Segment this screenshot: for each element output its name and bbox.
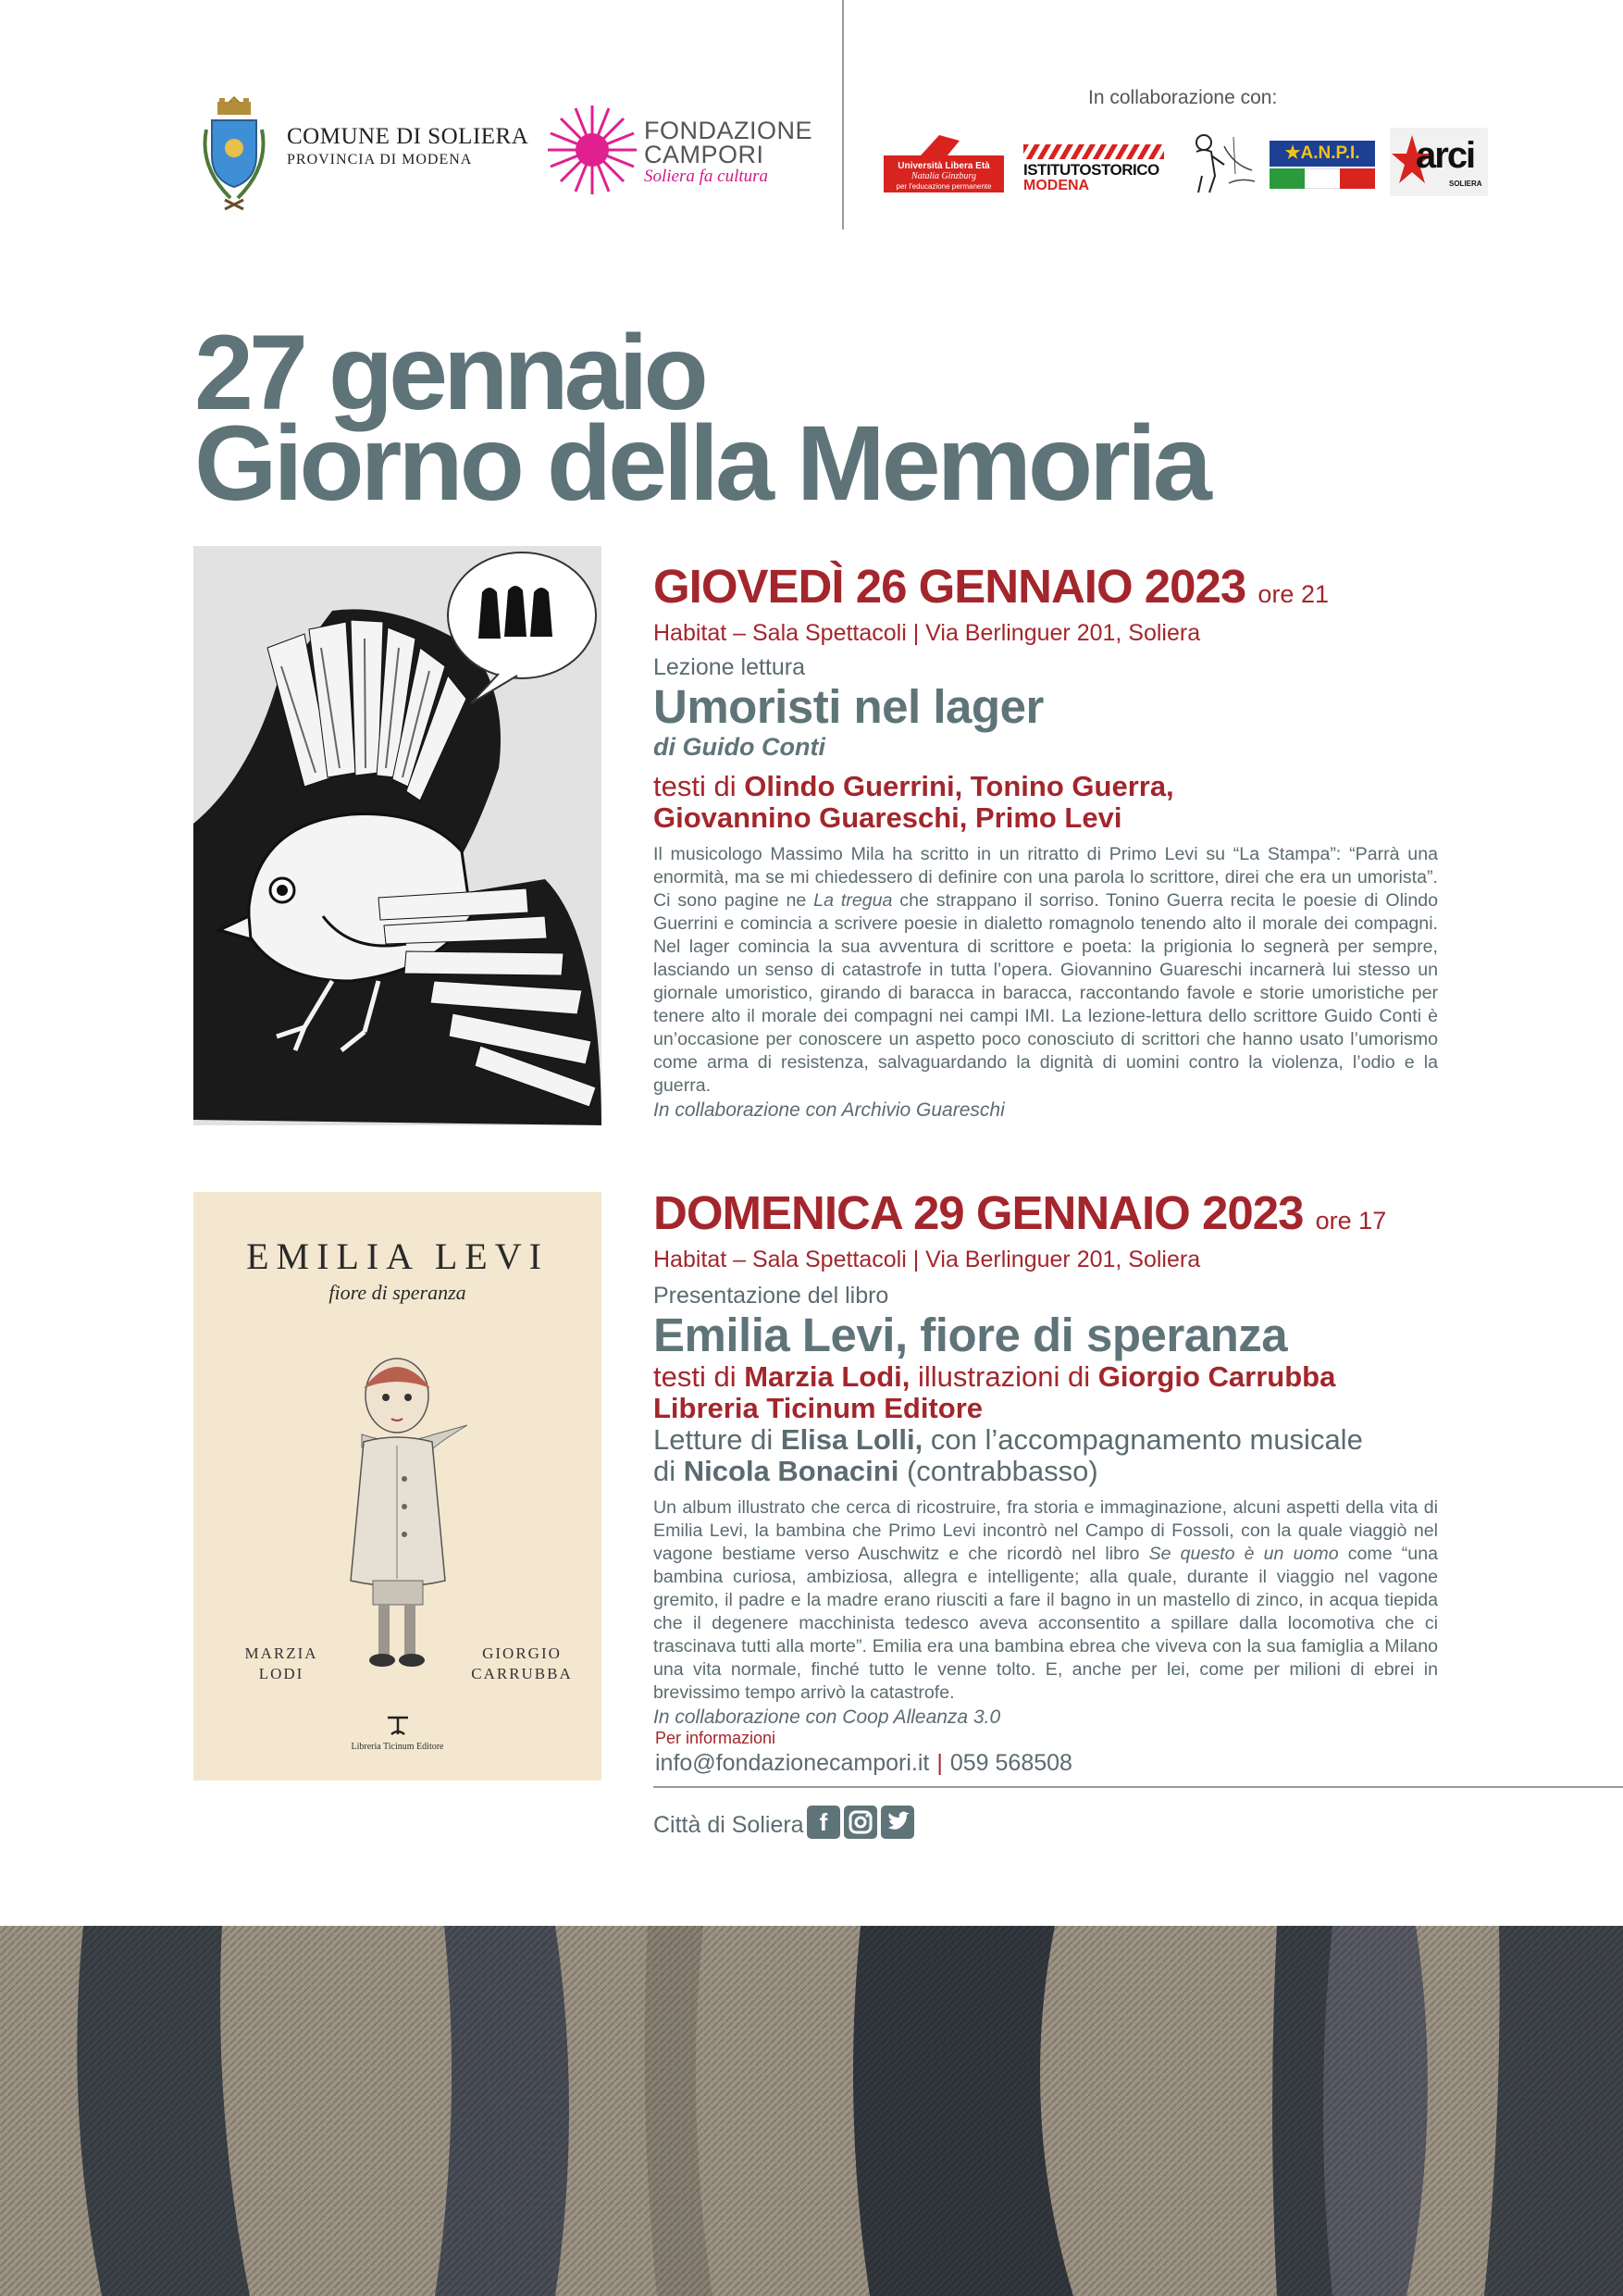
comune-name-block xyxy=(287,124,528,168)
event1-texts-authors-2: Giovannino Guareschi, Primo Levi xyxy=(653,801,1122,834)
twitter-icon[interactable] xyxy=(881,1806,914,1839)
info-label: Per informazioni xyxy=(655,1729,776,1747)
istituto-line1: ISTITUTOSTORICO xyxy=(1023,161,1159,179)
anpi-label: ★A.N.P.I. xyxy=(1270,141,1375,167)
event2-texts xyxy=(653,1361,1438,1424)
event1-title: Umoristi nel lager xyxy=(653,680,1044,733)
fondazione-line2: CAMPORI xyxy=(644,141,764,168)
contact-info xyxy=(655,1750,1072,1777)
striped-fabric-image xyxy=(0,1926,1623,2296)
istituto-storico-modena-logo xyxy=(1023,128,1164,196)
cover-author-right-1: GIORGIO xyxy=(482,1644,562,1662)
uni-line2: Natalia Ginzburg xyxy=(911,171,976,181)
contact-separator: | xyxy=(936,1750,943,1776)
istituto-line2: MODENA xyxy=(1023,178,1090,193)
event2-readings-prefix: Letture di xyxy=(653,1423,774,1456)
arci-label: arci xyxy=(1416,135,1475,176)
event1-texts-authors-1: Olindo Guerrini, Tonino Guerra, xyxy=(744,770,1174,802)
event2-musician: Nicola Bonacini xyxy=(683,1455,899,1487)
event2-publisher: Libreria Ticinum Editore xyxy=(653,1392,984,1424)
arci-soliera-logo xyxy=(1390,128,1488,196)
footer-divider xyxy=(653,1786,1623,1788)
event2-readings-suffix: con l’accompagnamento musicale xyxy=(930,1423,1363,1456)
event2-desc-book-title: Se questo è un uomo xyxy=(1148,1544,1339,1564)
cover-subtitle: fiore di speranza xyxy=(328,1281,466,1304)
event1-venue: Habitat – Sala Spettacoli | Via Berlinguer 201, Soliera xyxy=(653,620,1201,646)
page-title-date: 27 gennaio xyxy=(194,314,704,432)
emilia-levi-book-cover xyxy=(193,1192,601,1781)
event1-kind: Lezione lettura xyxy=(653,654,806,680)
event2-music-prefix: di xyxy=(653,1455,676,1487)
event1-desc-book-title: La tregua xyxy=(813,890,893,911)
contact-phone[interactable]: 059 568508 xyxy=(949,1750,1072,1776)
fondazione-campori-burst-icon xyxy=(546,104,638,196)
event1-time: ore 21 xyxy=(1258,580,1329,608)
cover-author-left-2: LODI xyxy=(258,1665,304,1682)
event2-illus-prefix: illustrazioni di xyxy=(918,1360,1091,1393)
cover-author-right-2: CARRUBBA xyxy=(471,1665,573,1682)
comune-name: COMUNE DI SOLIERA xyxy=(287,124,529,149)
fondazione-campori-text xyxy=(644,118,812,187)
event2-date xyxy=(653,1187,1438,1247)
facebook-icon[interactable]: f xyxy=(807,1806,840,1839)
universita-libera-eta-logo xyxy=(884,128,1004,196)
city-label: Città di Soliera xyxy=(653,1812,804,1838)
umoristi-illustration-image xyxy=(193,546,601,1125)
cover-author-left-1: MARZIA xyxy=(244,1644,318,1662)
page-title: Giorno della Memoria xyxy=(194,404,1208,523)
event1-author: di Guido Conti xyxy=(653,733,825,761)
event1-texts xyxy=(653,771,1438,834)
comune-province: PROVINCIA DI MODENA xyxy=(287,152,473,168)
uni-line3: per l'educazione permanente xyxy=(896,182,992,191)
event2-texts-prefix: testi di xyxy=(653,1360,737,1393)
anpi-logo xyxy=(1270,128,1375,196)
contact-email[interactable]: info@fondazionecampori.it xyxy=(655,1750,930,1776)
event1-block xyxy=(653,561,1438,1122)
girl-illustration-icon xyxy=(304,1331,489,1682)
header-divider xyxy=(842,0,844,230)
event1-date-text: GIOVEDÌ 26 GENNAIO 2023 xyxy=(653,560,1246,613)
publisher-mark-icon xyxy=(384,1712,412,1738)
event2-description xyxy=(653,1496,1438,1705)
instagram-icon[interactable] xyxy=(844,1806,877,1839)
fondazione-line1: FONDAZIONE xyxy=(644,117,813,144)
comune-di-soliera-crest-icon xyxy=(197,93,271,217)
event2-music-suffix: (contrabbasso) xyxy=(906,1455,1098,1487)
event1-desc-part1: Il musicologo Massimo Mila ha scritto in un ritratto di Primo Levi su “La Stampa”: “Parrà una enormità, ma se mi chiedessero di definire con una parola lo scrittore, direi che era un umorista”. Ci sono pagine ne xyxy=(653,844,1438,911)
event2-title: Emilia Levi, fiore di speranza xyxy=(653,1309,1288,1361)
cover-author-left xyxy=(240,1644,323,1684)
event2-desc-part2: come “una bambina curiosa, ambiziosa, allegra e intelligente; alla quale, durante il viaggio nel vagone gremito, il padre e la madre erano riusciti a fare il bagno in un mastello di zinco, in acqua tiepida che il degenere macchinista tedesco aveva acconsentito a spillare dalla locomotiva che ci trascinava tutti alla morte”. Emilia era una bambina ebrea che viveva con la sua famiglia a Milano una vita normale, finché tutto le venne tolto. E, anche per lei, come per milioni di ebrei in brevissimo tempo arrivò la catastrofe. xyxy=(653,1544,1438,1703)
event2-date-text: DOMENICA 29 GENNAIO 2023 xyxy=(653,1186,1304,1239)
uni-line1: Università Libera Età xyxy=(898,161,990,171)
event2-collab: In collaborazione con Coop Alleanza 3.0 xyxy=(653,1706,1001,1728)
cover-publisher: Libreria Ticinum Editore xyxy=(351,1742,444,1752)
event1-description xyxy=(653,843,1438,1098)
event2-block xyxy=(653,1187,1438,1729)
event1-collab: In collaborazione con Archivio Guareschi xyxy=(653,1099,1005,1121)
event1-date xyxy=(653,561,1438,620)
event1-desc-part2: che strappano il sorriso. Tonino Guerra recita le poesie di Olindo Guerrini e comincia a scrivere poesie in dialetto romagnolo tenendo alto il morale dei compagni. Nel lager comincia la sua avventura di scrittore e poeta: la prigionia lo segnerà per sempre, lasciando un senso di catastrofe in tutta l’opera. Giovannino Guareschi incarnerà lui stesso un giornale umoristico, girando di baracca in baracca, raccontando favole e storie umoristiche per tenere alto il morale dei compagni nei campi IMI. La lezione-lettura dello scrittore Guido Conti è un’occasione per conoscere un aspetto poco conosciuto di scrittori che hanno usato l’umorismo come arma di resistenza, salvaguardando la dignità di uomini contro la violenza, l’odio e la guerra. xyxy=(653,890,1439,1096)
event2-kind: Presentazione del libro xyxy=(653,1283,889,1309)
cover-title: EMILIA LEVI xyxy=(246,1235,549,1277)
event2-texts-author: Marzia Lodi, xyxy=(744,1360,911,1393)
event2-venue: Habitat – Sala Spettacoli | Via Berlinguer 201, Soliera xyxy=(653,1247,1201,1272)
fondazione-tagline: Soliera fa cultura xyxy=(644,167,769,186)
cover-author-right xyxy=(471,1644,573,1684)
event2-illus-author: Giorgio Carrubba xyxy=(1097,1360,1336,1393)
event2-reader: Elisa Lolli, xyxy=(780,1423,923,1456)
event1-texts-prefix: testi di xyxy=(653,770,737,802)
event2-readings xyxy=(653,1424,1438,1487)
arci-sub: SOLIERA xyxy=(1449,180,1482,188)
event2-time: ore 17 xyxy=(1315,1207,1387,1235)
event2-desc-part1: Un album illustrato che cerca di ricostruire, fra storia e immaginazione, alcuni aspetti della vita di Emilia Levi, la bambina che Primo Levi incontrò nel Campo di Fossoli, con la quale viaggiò nel vagone bestiame verso Auschwitz e che ricordò nel libro xyxy=(653,1497,1438,1564)
resistance-figure-drawing-icon xyxy=(1178,128,1258,196)
collaboration-label: In collaborazione con: xyxy=(1088,87,1278,108)
